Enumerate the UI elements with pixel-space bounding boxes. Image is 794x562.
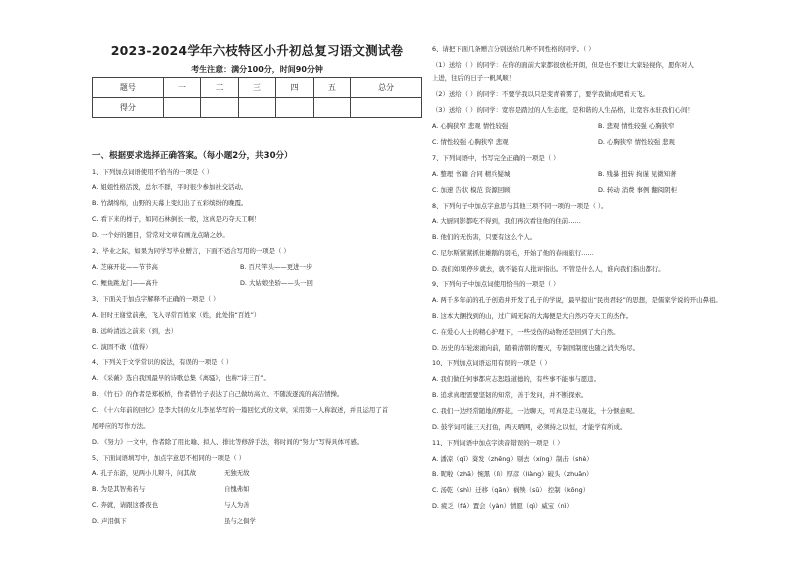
- line-text: 3、下面关于加点字解释不正确的一项是（ ）: [92, 295, 220, 303]
- line-text: 6、请把下面几条赠言分别送给几种不同性格的同学。（ ）: [432, 45, 595, 53]
- line-text: （1）送给（ ）的同学：在你的面前大家都很放松开朗，但是也不要让大家轻视你，愿你对人: [432, 61, 694, 69]
- line-text: C. 加速 告状 模范 资源回顾: [432, 186, 511, 194]
- line-text: A. 芝麻开花——节节高: [92, 263, 158, 271]
- score-cell[interactable]: [313, 98, 350, 118]
- option-line: D. 转动 消费 事例 翻阅阴柜: [598, 186, 677, 194]
- option-line: B. 残暴 扭转 拘谨 见微知著: [598, 170, 677, 178]
- line-text: B. 这本大捆找到的山，过广阔无际的大海便是大自然巧夺天工的杰作。: [432, 312, 633, 320]
- section-heading: 一、根据要求选择正确答案。（每小题2分，共30分）: [92, 151, 293, 161]
- question-line: [92, 231, 229, 239]
- question-line: [432, 74, 515, 82]
- question-line: [92, 454, 245, 462]
- line-text: A. 整理 书籍 合同 精兵疑城: [432, 170, 511, 178]
- option-line: 自愧弗如: [224, 485, 250, 493]
- line-text: 11、下列词语中加点字读音错误的一项是（ ）: [432, 439, 564, 447]
- question-line: [432, 312, 632, 320]
- question-line: [432, 470, 593, 478]
- line-text: 9、下列句子中加点词使用恰当的一项是（ ）: [432, 280, 560, 288]
- line-text: 2、毕业之际，如果为同学写毕业赠言，下面不适合写用的一项是（ ）: [92, 247, 290, 255]
- line-text: B. 《竹石》的作者是郑板桥，作者借竹子表达了自己做坊高立、不随波逐流的高洁情操。: [92, 390, 344, 398]
- line-text: C. 情性较强 心胸狭窄 悲观: [432, 138, 509, 146]
- line-text: A. 大厨同影都吃不得到，我们再次看往他的住前……: [432, 217, 581, 225]
- score-table-score-row: [93, 98, 422, 118]
- question-line: [432, 280, 560, 288]
- question-line: [432, 138, 509, 146]
- question-line: [92, 343, 152, 351]
- line-text: （2）送给（ ）的同学：不要学我以只是变青着雾了，要学我做成吧看天飞。: [432, 90, 649, 98]
- question-line: [92, 263, 158, 271]
- score-cell: 四: [276, 78, 313, 98]
- score-cell: 三: [238, 78, 275, 98]
- question-line: [92, 422, 150, 430]
- line-text: B. 远岭清远之前来（到，去）: [92, 327, 178, 335]
- line-text: C. 《十六年前的回忆》是李大钊的女儿李星华写的一篇回忆式的文章，采用第一人称叙述，并且运用了首: [92, 406, 389, 414]
- option-line: D. 大姑娘坐轿——头一回: [240, 279, 313, 287]
- question-line: [432, 296, 722, 304]
- question-line: [92, 374, 270, 382]
- line-text: D. 声泪俱下: [92, 517, 127, 525]
- score-cell: 题号: [93, 78, 164, 98]
- line-text: 4、下列关于文学常识的说法，有误的一项是（ ）: [92, 358, 233, 366]
- option-line: B. 百尺竿头——更进一步: [240, 263, 313, 271]
- question-line: [432, 61, 694, 69]
- score-table: [92, 77, 422, 118]
- line-text: A. 我们做任何事都应志恕趋道德的，有些事不能事与愿违。: [432, 375, 601, 383]
- question-line: [432, 486, 589, 494]
- line-text: 7、下列词语中，书写完全正确的一项是（ ）: [432, 154, 560, 162]
- question-line: [92, 390, 343, 398]
- question-line: [432, 186, 511, 194]
- line-text: A. 潘凉（qī）葵发（zhēng）剔去（xíng）制击（shè）: [432, 455, 593, 463]
- question-line: [432, 265, 665, 273]
- question-line: [92, 199, 247, 207]
- question-line: [432, 359, 551, 367]
- question-line: [432, 233, 536, 241]
- line-text: D. 疲乏（fá）置会（yàn）情愿（qì）威宝（nì）: [432, 502, 573, 510]
- option-line: B. 悲观 情性较强 心胸狭窄: [598, 122, 675, 130]
- question-line: [432, 154, 560, 162]
- line-text: （3）送给（ ）的同学：宽容是踏过的人生态度，是和谐的人生品格，让宽容永驻我们心间！: [432, 106, 694, 114]
- line-text: C. 在爱心人士的精心护理下，一些受伤的动物还是回到了大自然。: [432, 328, 620, 336]
- question-line: [92, 279, 158, 287]
- exam-notice: 考生注意：满分100分，时间90分钟: [191, 65, 323, 74]
- line-text: D. 一个好的题目，常常对文章有画龙点睛之妙。: [92, 231, 229, 239]
- line-text: 上进，往后的日子一帆风顺！: [432, 74, 516, 82]
- question-line: [432, 407, 639, 415]
- line-text: C. 鲤鱼跳龙门——高升: [92, 279, 159, 287]
- question-line: [432, 439, 564, 447]
- exam-title: 2023-2024学年六枝特区小升初总复习语文测试卷: [110, 43, 404, 58]
- line-text: B. 追求真理需要坚韧的知常，善于发问，并不断探索。: [432, 391, 588, 399]
- option-line: 无独无故: [224, 469, 250, 477]
- question-line: [92, 311, 260, 319]
- line-text: 8、下列句子中加点字意思与其他三项不同一项的一项是（ ）。: [432, 202, 608, 210]
- line-text: A. 孔子东游，见两小儿辩斗，问其故: [92, 469, 197, 477]
- line-text: D. 历史的车轮滚滚向前，随着清朝的覆灭，专制国制度也随之消失殆尽。: [432, 344, 640, 352]
- question-line: [92, 438, 363, 446]
- line-text: D. 鼓学词可能三天打鱼，两天晒网，必须持之以恒，才能学有所成。: [432, 423, 627, 431]
- question-line: [432, 423, 626, 431]
- score-table-header-row: [93, 78, 422, 98]
- question-line: [432, 106, 694, 114]
- question-line: [432, 217, 581, 225]
- line-text: C. 尼尔斯紧紧抓住雄鹅的羽毛，开始了他的春雨旅行……: [432, 249, 594, 257]
- score-cell[interactable]: [201, 98, 238, 118]
- question-line: [432, 45, 595, 53]
- question-line: [432, 391, 587, 399]
- score-cell: 得分: [93, 98, 164, 118]
- question-line: [432, 344, 639, 352]
- line-text: D. 《努力》一文中，作者除了用比喻、拟人、排比等修辞手法，将时间的“努力”写得具体可感。: [92, 438, 364, 446]
- question-line: [432, 122, 508, 130]
- question-line: [432, 328, 619, 336]
- question-line: [92, 485, 145, 493]
- question-line: [432, 202, 607, 210]
- line-text: A. 姐姐性格活泼，总尔不群，平时很少参加社交活动。: [92, 183, 248, 191]
- line-text: B. 为是其智弗若与: [92, 485, 146, 493]
- question-line: [432, 375, 600, 383]
- question-line: [92, 327, 177, 335]
- question-line: [92, 469, 196, 477]
- score-cell: 五: [313, 78, 350, 98]
- line-text: A. 《采薇》选自我国最早的诗歌总集《离骚》，也称“诗三百”。: [92, 374, 270, 382]
- line-text: C. 看下来的样子，如同石林倒长一般，这真是巧夺天工啊！: [92, 215, 261, 223]
- question-line: [92, 406, 388, 414]
- line-text: D. 我们如果停步就去，就不能有人批评指出。不管是什么人，谁向我们指出都行。: [432, 265, 665, 273]
- line-text: A. 旧时王谢堂前燕，飞入寻常百姓家（姓，此处指“百姓”）: [92, 311, 261, 319]
- score-cell: 二: [201, 78, 238, 98]
- question-line: [92, 295, 220, 303]
- line-text: C. 我们一边经常随地的野花，一边聊天，可真是走马观花，十分惬意呢。: [432, 407, 639, 415]
- line-text: C. 演固不敢（值得）: [92, 343, 152, 351]
- question-line: [432, 90, 649, 98]
- line-text: 5、下面词语填写中，加点字意思不相同的一项是（ ）: [92, 454, 246, 462]
- question-line: [92, 183, 247, 191]
- line-text: B. 他们的无伤害，只要有这么个人。: [432, 233, 537, 241]
- question-line: [92, 247, 290, 255]
- score-cell[interactable]: [276, 98, 313, 118]
- line-text: A. 两千多年前的孔子创造并开发了孔子的学说，最早提出“民贵君轻”的思想，是儒家学说的开山鼻祖。: [432, 296, 722, 304]
- question-line: [432, 170, 510, 178]
- question-line: [432, 249, 594, 257]
- line-text: C. 奔就，请跟这番夜也: [92, 501, 159, 509]
- question-line: [92, 517, 127, 525]
- line-text: C. 汤乾（shì）迁移（qān）祸殃（sū） 控制（kōng）: [432, 486, 590, 494]
- score-cell: 总分: [351, 78, 422, 98]
- option-line: D. 心胸狭窄 情性较强 悲观: [598, 138, 675, 146]
- score-cell[interactable]: [238, 98, 275, 118]
- score-cell: 一: [163, 78, 200, 98]
- score-cell[interactable]: [351, 98, 422, 118]
- line-text: A. 心胸狭窄 悲观 情性较强: [432, 122, 509, 130]
- option-line: 与人为善: [224, 501, 250, 509]
- line-text: B. 昵啦（zhā）惋黑（lì）厚彦（liàng）破头（zhuān）: [432, 470, 593, 478]
- line-text: 1、下列加点词语使用不恰当的一项是（ ）: [92, 168, 214, 176]
- question-line: [92, 501, 158, 509]
- question-line: [432, 502, 573, 510]
- question-line: [92, 358, 232, 366]
- question-line: [92, 215, 260, 223]
- line-text: 尾呼应的写作方法。: [92, 422, 150, 430]
- question-line: [92, 168, 213, 176]
- question-line: [432, 455, 593, 463]
- line-text: B. 竹湖绵绵，山野的天幕上变幻出了五彩缤纷的晚霞。: [92, 199, 248, 207]
- score-cell[interactable]: [163, 98, 200, 118]
- line-text: 10、下列加点词语运用有误的一项是（ ）: [432, 359, 551, 367]
- option-line: 虽与之俱学: [224, 517, 256, 525]
